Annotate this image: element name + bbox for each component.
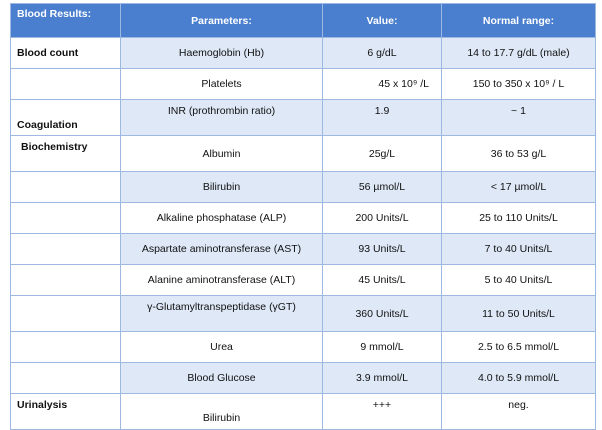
value-cell: 45 x 10⁹ /L bbox=[323, 69, 442, 100]
normal-range-cell: 5 to 40 Units/L bbox=[442, 265, 596, 296]
normal-range-cell: 11 to 50 Units/L bbox=[442, 296, 596, 332]
table-row bbox=[11, 363, 596, 394]
normal-range-cell: 7 to 40 Units/L bbox=[442, 234, 596, 265]
value-cell: 9 mmol/L bbox=[323, 332, 442, 363]
parameter-cell: Haemoglobin (Hb) bbox=[121, 38, 323, 69]
parameter-cell: Urea bbox=[121, 332, 323, 363]
value-cell: 3.9 mmol/L bbox=[323, 363, 442, 394]
parameter-cell: INR (prothrombin ratio) bbox=[121, 100, 323, 136]
table-header-row bbox=[11, 4, 596, 38]
parameter-cell: Aspartate aminotransferase (AST) bbox=[121, 234, 323, 265]
parameter-cell: Alanine aminotransferase (ALT) bbox=[121, 265, 323, 296]
blood-results-table bbox=[10, 3, 596, 430]
table-row bbox=[11, 172, 596, 203]
header-normal-range: Normal range: bbox=[442, 4, 596, 38]
value-cell: 93 Units/L bbox=[323, 234, 442, 265]
value-cell: 45 Units/L bbox=[323, 265, 442, 296]
table-row bbox=[11, 234, 596, 265]
header-section: Blood Results: bbox=[11, 4, 121, 38]
parameter-cell: Blood Glucose bbox=[121, 363, 323, 394]
parameter-cell: Bilirubin bbox=[121, 394, 323, 430]
table-row bbox=[11, 136, 596, 172]
value-cell: 200 Units/L bbox=[323, 203, 442, 234]
category-empty bbox=[11, 363, 121, 394]
table-row bbox=[11, 203, 596, 234]
category-empty bbox=[11, 234, 121, 265]
parameter-cell: Alkaline phosphatase (ALP) bbox=[121, 203, 323, 234]
category-urinalysis: Urinalysis bbox=[11, 394, 121, 430]
table-row bbox=[11, 69, 596, 100]
value-cell: 1.9 bbox=[323, 100, 442, 136]
category-empty bbox=[11, 69, 121, 100]
normal-range-cell: 4.0 to 5.9 mmol/L bbox=[442, 363, 596, 394]
value-cell: 56 µmol/L bbox=[323, 172, 442, 203]
category-empty bbox=[11, 332, 121, 363]
category-empty bbox=[11, 265, 121, 296]
normal-range-cell: 36 to 53 g/L bbox=[442, 136, 596, 172]
parameter-cell: Albumin bbox=[121, 136, 323, 172]
parameter-cell: Platelets bbox=[121, 69, 323, 100]
table-row bbox=[11, 265, 596, 296]
category-empty bbox=[11, 203, 121, 234]
value-cell: 360 Units/L bbox=[323, 296, 442, 332]
value-cell: 25g/L bbox=[323, 136, 442, 172]
normal-range-cell: ~ 1 bbox=[442, 100, 596, 136]
table-row bbox=[11, 296, 596, 332]
normal-range-cell: 150 to 350 x 10⁹ / L bbox=[442, 69, 596, 100]
normal-range-cell: 25 to 110 Units/L bbox=[442, 203, 596, 234]
value-cell: +++ bbox=[323, 394, 442, 430]
category-empty bbox=[11, 296, 121, 332]
parameter-cell: γ-Glutamyltranspeptidase (γGT) bbox=[121, 296, 323, 332]
table-row bbox=[11, 38, 596, 69]
category-coagulation: Coagulation bbox=[11, 100, 121, 136]
normal-range-cell: neg. bbox=[442, 394, 596, 430]
header-parameters: Parameters: bbox=[121, 4, 323, 38]
blood-results-table-container bbox=[10, 3, 595, 424]
parameter-cell: Bilirubin bbox=[121, 172, 323, 203]
normal-range-cell: 14 to 17.7 g/dL (male) bbox=[442, 38, 596, 69]
normal-range-cell: 2.5 to 6.5 mmol/L bbox=[442, 332, 596, 363]
header-value: Value: bbox=[323, 4, 442, 38]
table-row bbox=[11, 332, 596, 363]
category-blood-count: Blood count bbox=[11, 38, 121, 69]
category-empty bbox=[11, 172, 121, 203]
value-cell: 6 g/dL bbox=[323, 38, 442, 69]
table-row bbox=[11, 100, 596, 136]
category-biochemistry: Biochemistry bbox=[11, 136, 121, 172]
normal-range-cell: < 17 µmol/L bbox=[442, 172, 596, 203]
